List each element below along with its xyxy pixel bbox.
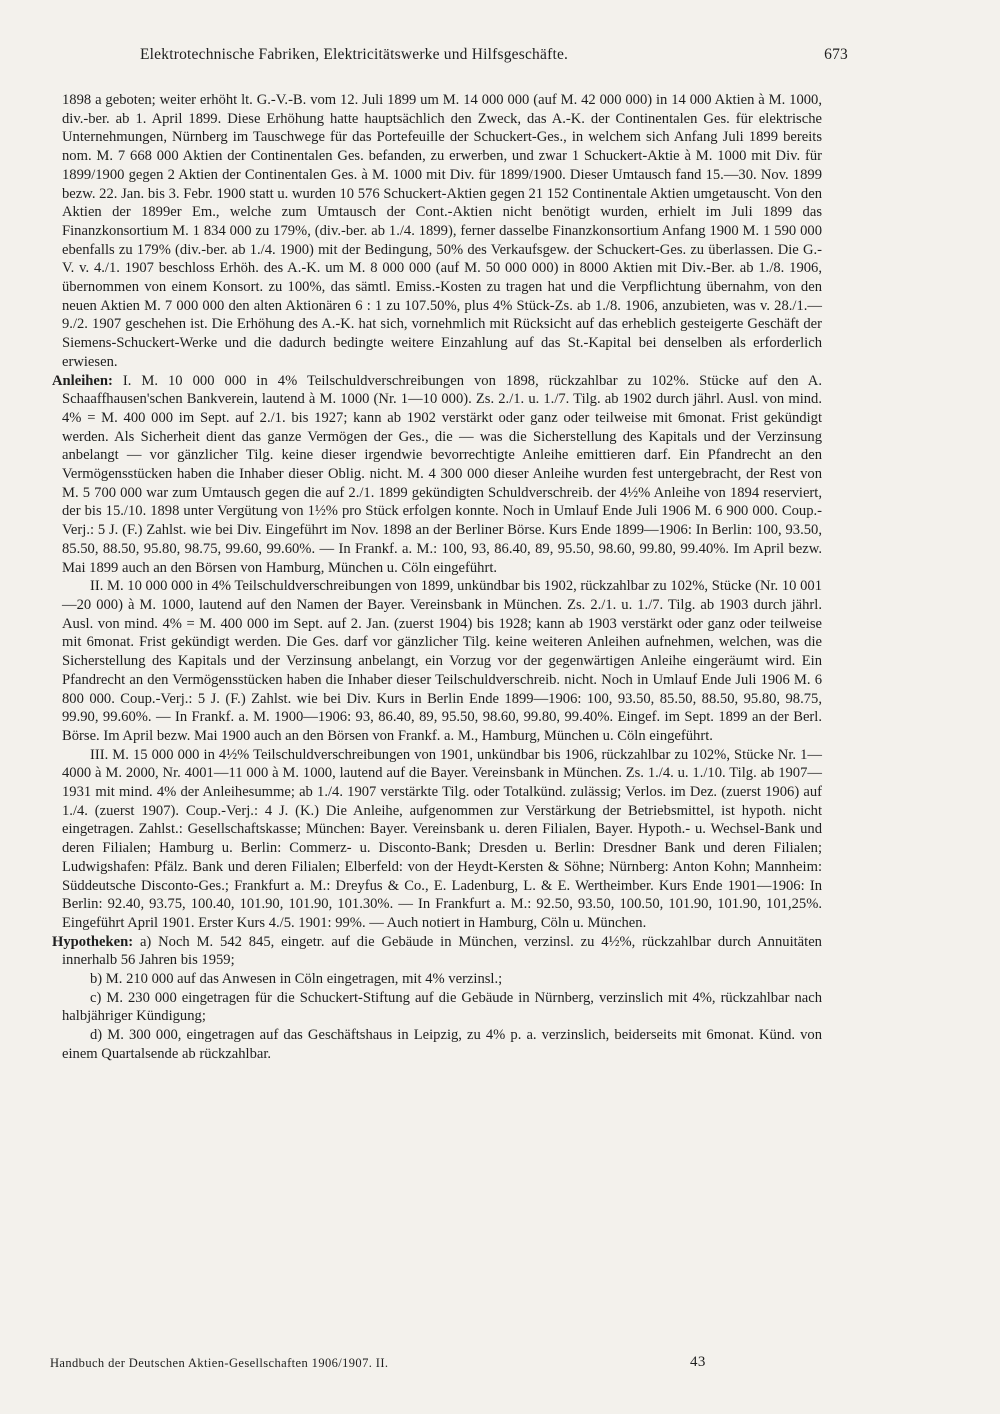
anleihen-1-text: I. M. 10 000 000 in 4% Teilschuldverschreibungen von 1898, rückzahlbar zu 102%. Stücke auf den A. Schaaffhausen'schen Bankverein, lautend à M. 1000 (Nr. 1—10 000). Zs. 2./1. u. 1./7. Tilg. ab 1902 durch jährl. Ausl. von mind. 4% = M. 400 000 im Sept. auf 2./1. bis 1927; kann ab 1902 verstärkt oder ganz oder teilweise mit 6monat. Frist gekündigt werden. Als Sicherheit dient das ganze Vermögen der Ges., die — was die Sicherstellung des Kapitals und der Verzinsung anbelangt — vor gänzlicher Tilg. keine dieser irgendwie bevorrechtigte Anleihe emittieren darf. Ein Pfandrecht an den Vermögensstücken haben die Inhaber dieser Oblig. nicht. M. 4 300 000 dieser Anleihe wurden fest untergebracht, der Rest von M. 5 700 000 war zum Umtausch gegen die auf 2./1. 1899 gekündigten Schuldverschreib. der 4½% Anleihe von 1894 reserviert, der bis 15./10. 1898 unter Vergütung von 1½% pro Stück erfolgen konnte. Noch in Umlauf Ende Juli 1906 M. 6 900 000. Coup.-Verj.: 5 J. (F.) Zahlst. wie bei Div. Eingeführt im Nov. 1898 an der Berliner Börse. Kurs Ende 1899—1906: In Berlin: 100, 93.50, 85.50, 88.50, 95.80, 98.75, 99.60, 99.60%. — In Frankf. a. M.: 100, 93, 86.40, 89, 95.50, 98.60, 99.80, 99.40%. Im April bezw. Mai 1899 auch an den Börsen von Hamburg, München u. Cöln eingeführt. [62,372,822,576]
hypotheken-c-paragraph: c) M. 230 000 eingetragen für die Schuckert-Stiftung auf die Gebäude in Nürnberg, verzinslich mit 4%, rückzahlbar nach halbjähriger Kündigung; [62,989,822,1025]
hypotheken-paragraph [52,933,822,970]
anleihen-heading: Anleihen: [52,372,113,389]
page-footer [50,1356,710,1371]
anleihen-2-paragraph: II. M. 10 000 000 in 4% Teilschuldverschreibungen von 1899, unkündbar bis 1902, rückzahlbar zu 102%, Stücke (Nr. 10 001—20 000) à M. 1000, lautend auf den Namen der Bayer. Vereinsbank in München. Zs. 2./1. u. 1./7. Tilg. ab 1903 durch jährl. Ausl. von mind. 4% = M. 400 000 im Sept. auf 2. Jan. (zuerst 1904) bis 1928; kann ab 1903 verstärkt oder ganz oder teilweise mit 6monat. Frist gekündigt werden. Die Ges. darf vor gänzlicher Tilg. keine weiteren Anleihen aufnehmen, welchen, was die Sicherstellung des Kapitals und der Verzinsung anbelangt, ein Vorzug vor der gegenwärtigen Anleihe eingeräumt wird. Ein Pfandrecht an den Vermögensstücken haben die Inhaber dieser Teilschuldverschreib. nicht. Noch in Umlauf Ende Juli 1906 M. 6 800 000. Coup.-Verj.: 5 J. (F.) Zahlst. wie bei Div. Kurs in Berlin Ende 1899—1906: 100, 93.50, 85.50, 88.50, 95.80, 98.75, 99.90, 99.60%. — In Frankf. a. M. 1900—1906: 93, 86.40, 89, 95.50, 98.60, 99.80, 99.40%. Eingef. im Sept. 1899 an der Berl. Börse. Im April bezw. Mai 1900 auch an den Börsen von Frankf. a. M., Hamburg, München u. Cöln eingeführt. [62,578,822,744]
hypotheken-heading: Hypotheken: [52,933,134,950]
capital-paragraph: 1898 a geboten; weiter erhöht lt. G.-V.-B. vom 12. Juli 1899 um M. 14 000 000 (auf M. 42 000 000) in 14 000 Aktien à M. 1000, div.-ber. ab 1. April 1899. Diese Erhöhung hatte hauptsächlich den Zweck, das A.-K. der Continentalen Ges. für elektrische Unternehmungen, Nürnberg im Tauschwege für das Portefeuille der Schuckert-Ges., in welchem sich Anfang Juli 1899 bereits nom. M. 7 668 000 Aktien der Continentalen Ges. befanden, zu erwerben, und zwar 1 Schuckert-Aktie à M. 1000 mit Div. für 1899/1900 gegen 2 Aktien der Continentalen Ges. à M. 1000 mit Div. für 1899/1900. Dieser Umtausch fand 15.—30. Nov. 1899 bezw. 22. Jan. bis 3. Febr. 1900 statt u. wurden 10 576 Schuckert-Aktien gegen 21 152 Continentale Aktien umgetauscht. Von den Aktien der 1899er Em., welche zum Umtausch der Cont.-Aktien nicht benötigt wurden, erhielt im Juli 1899 das Finanzkonsortium M. 1 834 000 zu 179%, (div.-ber. ab 1./4. 1899), ferner dasselbe Finanzkonsortium Anfang 1900 M. 1 590 000 ebenfalls zu 179% (div.-ber. ab 1./4. 1900) mit der Bedingung, 50% des Verkaufsgew. der Schuckert-Ges. zu überlassen. Die G.-V. v. 4./1. 1907 beschloss Erhöh. des A.-K. um M. 8 000 000 (auf M. 50 000 000) in 8000 Aktien mit Div.-Ber. ab 1./8. 1906, übernommen von einem Konsort. zu 100%, das sämtl. Emiss.-Kosten zu tragen hat und die Verpflichtung übernahm, von den neuen Aktien M. 7 000 000 den alten Aktionären 6 : 1 zu 107.50%, plus 4% Stück-Zs. ab 1./8. 1906, anzubieten, was v. 28./1.—9./2. 1907 geschehen ist. Die Erhöhung des A.-K. hat sich, vornehmlich mit Rücksicht auf das erheblich gesteigerte Geschäft der Siemens-Schuckert-Werke und die dadurch bedingte weitere Einzahlung auf das St.-Kapital bei denselben als erforderlich erwiesen. [62,92,822,370]
hypotheken-a-text: a) Noch M. 542 845, eingetr. auf die Gebäude in München, verzinsl. zu 4½%, rückzahlbar durch Annuitäten innerhalb 56 Jahren bis 1959; [62,933,822,969]
footer-text: Handbuch der Deutschen Aktien-Gesellschaften 1906/1907. II. [50,1356,389,1370]
anleihen-paragraph [52,372,822,578]
running-head-title: Elektrotechnische Fabriken, Elektricitätswerke und Hilfsgeschäfte. [140,46,569,63]
hypotheken-b-paragraph: b) M. 210 000 auf das Anwesen in Cöln eingetragen, mit 4% verzinsl.; [90,971,503,988]
body-text [52,91,822,1064]
signature-mark: 43 [690,1354,706,1370]
anleihen-3-paragraph: III. M. 15 000 000 in 4½% Teilschuldverschreibungen von 1901, unkündbar bis 1906, rückzahlbar zu 102%, Stücke Nr. 1—4000 à M. 2000, Nr. 4001—11 000 à M. 1000, lautend auf die Bayer. Vereinsbank in München. Zs. 1./4. u. 1./10. Tilg. ab 1907—1931 mit mind. 4% der Anleihesumme; ab 1./4. 1907 verstärkte Tilg. oder Totalkünd. zulässig; Verlos. im Dez. (zuerst 1906) auf 1./4. (zuerst 1907). Coup.-Verj.: 4 J. (K.) Die Anleihe, aufgenommen zur Verstärkung der Betriebsmittel, ist hypoth. nicht eingetragen. Zahlst.: Gesellschaftskasse; München: Bayer. Vereinsbank u. deren Filialen, Bayer. Hypoth.- u. Wechsel-Bank und deren Filialen; Hamburg u. Berlin: Commerz- u. Disconto-Bank; Dresden u. Berlin: Dresdner Bank und deren Filialen; Ludwigshafen: Pfälz. Bank und deren Filialen; Elberfeld: von der Heydt-Kersten & Söhne; Nürnberg: Anton Kohn; Mannheim: Süddeutsche Disconto-Ges.; Frankfurt a. M.: Dreyfus & Co., E. Ladenburg, L. & E. Wertheimber. Kurs Ende 1901—1906: In Berlin: 92.40, 93.75, 100.40, 101.90, 101.90, 101.30%. — In Frankfurt a. M.: 92.50, 93.50, 100.50, 101.90, 101.90, 101,25%. Eingeführt April 1901. Erster Kurs 4./5. 1901: 99%. — Auch notiert in Hamburg, Cöln u. München. [62,746,822,931]
hypotheken-d-paragraph: d) M. 300 000, eingetragen auf das Geschäftshaus in Leipzig, zu 4% p. a. verzinslich, beiderseits mit 6monat. Künd. von einem Quartalsende ab rückzahlbar. [62,1027,822,1062]
running-head [140,46,848,64]
page-number: 673 [824,46,848,63]
